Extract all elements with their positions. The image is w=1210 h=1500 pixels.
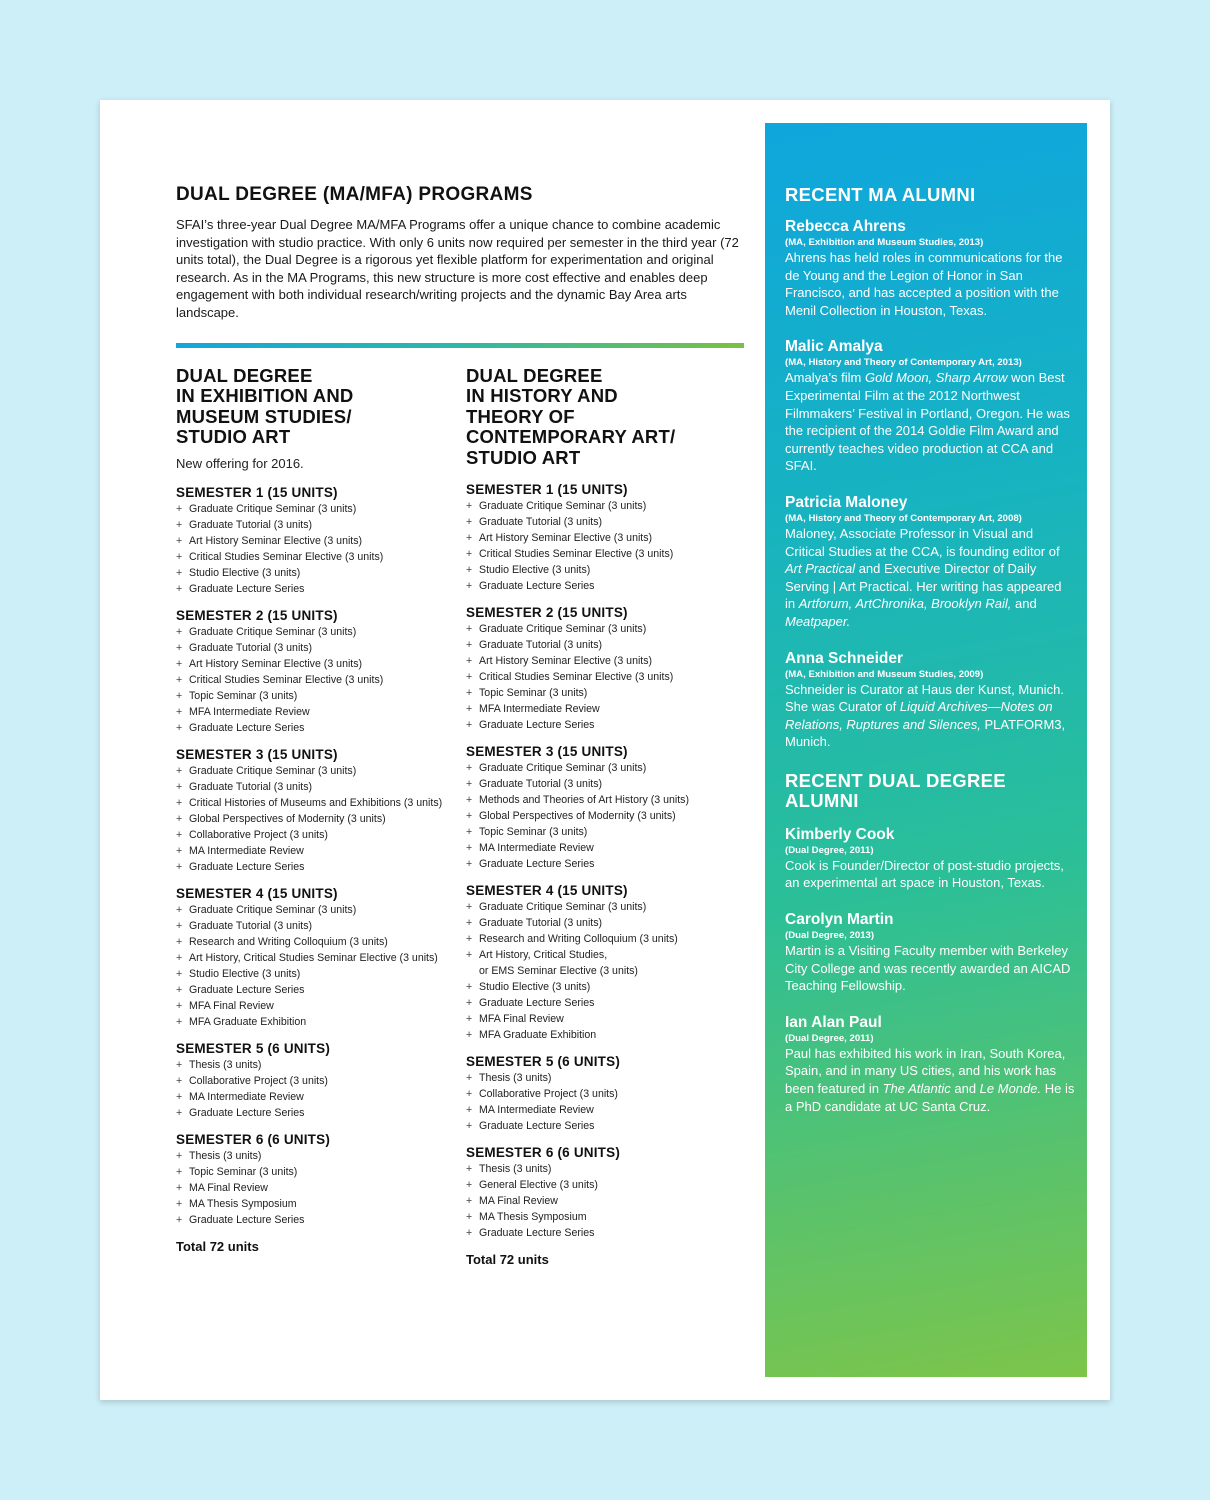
course-item: + MFA Graduate Exhibition (176, 1014, 466, 1030)
course-item: + Graduate Lecture Series (466, 717, 756, 733)
course-item: + Collaborative Project (3 units) (466, 1086, 756, 1102)
alumnus-entry (785, 825, 1075, 892)
alumnus-degree: (Dual Degree, 2011) (785, 1032, 874, 1044)
semester-title: SEMESTER 4 (15 UNITS) (466, 883, 628, 899)
program-title-line: THEORY OF (466, 405, 575, 427)
course-list (466, 1070, 756, 1134)
course-item: + General Elective (3 units) (466, 1177, 756, 1193)
bio-text: Maloney, Associate Professor in Visual and Critical Studies at the CCA, is founding editor of (785, 525, 1060, 559)
semester-block (176, 1041, 466, 1121)
course-list (176, 763, 466, 875)
course-item: + Graduate Lecture Series (176, 1212, 466, 1228)
course-item: + Thesis (3 units) (466, 1161, 756, 1177)
semester-block (176, 608, 466, 736)
course-item: + Topic Seminar (3 units) (466, 824, 756, 840)
course-list (466, 899, 756, 1043)
course-item: + MFA Intermediate Review (176, 704, 466, 720)
semester-title: SEMESTER 5 (6 UNITS) (176, 1040, 331, 1056)
ma-alumni-list (785, 217, 1075, 751)
bio-text: The Atlantic (882, 1081, 951, 1097)
course-item: + Art History, Critical Studies Seminar Elective (3 units) (176, 950, 466, 966)
course-item: + Thesis (3 units) (176, 1057, 466, 1073)
total-units: Total 72 units (176, 1238, 259, 1254)
course-list (466, 498, 756, 594)
course-list (466, 621, 756, 733)
course-item: + Graduate Lecture Series (176, 720, 466, 736)
course-item: + Critical Studies Seminar Elective (3 units) (466, 669, 756, 685)
alumnus-name: Patricia Maloney (785, 493, 908, 511)
course-item: + Art History Seminar Elective (3 units) (466, 530, 756, 546)
course-item: + Studio Elective (3 units) (176, 565, 466, 581)
course-item: + MFA Intermediate Review (466, 701, 756, 717)
semester-title: SEMESTER 6 (6 UNITS) (466, 1145, 621, 1161)
semester-block (176, 1132, 466, 1228)
semester-block (466, 1145, 756, 1241)
alumnus-bio (785, 369, 1075, 475)
course-item: + Topic Seminar (3 units) (176, 688, 466, 704)
intro-paragraph: SFAI’s three-year Dual Degree MA/MFA Programs offer a unique chance to combine academic investigation with studio practice. With only 6 units now required per semester in the third year (72 units total), the Dual Degree is a rigorous yet flexible platform for experimentation and original research. As in the MA Programs, this new structure is more cost effective and enables deep engagement with both individual research/writing projects and the dynamic Bay Area arts landscape. (176, 217, 739, 320)
course-item: + Graduate Lecture Series (466, 1225, 756, 1241)
course-item: + MFA Final Review (176, 998, 466, 1014)
course-item: + Graduate Critique Seminar (3 units) (466, 760, 756, 776)
course-list (176, 501, 466, 597)
semester-block (466, 605, 756, 733)
alumnus-name: Kimberly Cook (785, 825, 895, 843)
semester-title: SEMESTER 3 (15 UNITS) (176, 746, 338, 762)
bio-text: Gold Moon, Sharp Arrow (864, 370, 1008, 386)
alumnus-bio (785, 1045, 1075, 1115)
course-item: + Graduate Lecture Series (466, 995, 756, 1011)
semester-title: SEMESTER 1 (15 UNITS) (466, 482, 628, 498)
bio-text: Liquid Archives—Notes on Relations, Ruptures and Silences, (785, 699, 1053, 732)
alumnus-bio (785, 942, 1075, 995)
course-item: + Critical Studies Seminar Elective (3 units) (466, 546, 756, 562)
total-units: Total 72 units (466, 1252, 549, 1268)
program-note: New offering for 2016. (176, 455, 304, 471)
brochure-page (100, 100, 1110, 1400)
course-item: + Graduate Critique Seminar (3 units) (466, 899, 756, 915)
ma-alumni-heading: RECENT MA ALUMNI (785, 184, 976, 205)
alumni-sidebar (765, 123, 1087, 1377)
dual-degree-alumni-heading: RECENT DUAL DEGREE ALUMNI (785, 769, 1006, 811)
course-item: + Graduate Lecture Series (176, 581, 466, 597)
semester-title: SEMESTER 3 (15 UNITS) (466, 744, 628, 760)
alumnus-degree: (MA, Exhibition and Museum Studies, 2013) (785, 237, 984, 248)
semester-block (176, 485, 466, 597)
semester-block (176, 747, 466, 875)
alumnus-degree: (MA, History and Theory of Contemporary Art, 2013) (785, 357, 1022, 369)
course-item: + Graduate Critique Seminar (3 units) (176, 763, 466, 779)
course-item: + Graduate Critique Seminar (3 units) (466, 498, 756, 514)
program-title-line: CONTEMPORARY ART/ (466, 426, 676, 448)
alumnus-name: Ian Alan Paul (785, 1013, 882, 1031)
bio-text: Meatpaper. (785, 613, 851, 629)
intro-section (176, 184, 746, 322)
course-item: + MA Final Review (176, 1180, 466, 1196)
alumnus-name: Malic Amalya (785, 338, 883, 356)
course-item: + MA Thesis Symposium (176, 1196, 466, 1212)
course-item: + Art History Seminar Elective (3 units) (466, 653, 756, 669)
bio-text: Ahrens has held roles in communications for the de Young and the Legion of Honor in San Francisco, and has accepted a position with the Menil Collection in Houston, Texas. (785, 250, 1063, 318)
course-list (176, 1057, 466, 1121)
course-item: + Graduate Tutorial (3 units) (466, 915, 756, 931)
course-item: + Studio Elective (3 units) (466, 562, 756, 578)
alumnus-entry (785, 649, 1075, 751)
bio-text: and (950, 1081, 980, 1097)
course-item: + MFA Final Review (466, 1011, 756, 1027)
course-item: + Graduate Lecture Series (466, 1118, 756, 1134)
course-item: + Thesis (3 units) (176, 1148, 466, 1164)
semester-title: SEMESTER 4 (15 UNITS) (176, 885, 338, 901)
alumnus-entry (785, 337, 1075, 475)
course-item: + Research and Writing Colloquium (3 units) (466, 931, 756, 947)
program-title-line: STUDIO ART (176, 426, 291, 448)
bio-text: won Best Experimental Film at the 2012 Northwest Filmmakers’ Festival in Portland, Oregon. He was the recipient of the 2014 Goldie Film Award and currently teaches video production at CCA and SFAI. (785, 370, 1070, 474)
course-item: + Thesis (3 units) (466, 1070, 756, 1086)
course-item: + Graduate Lecture Series (466, 856, 756, 872)
alumnus-entry (785, 910, 1075, 995)
bio-text: Le Monde. (979, 1081, 1042, 1097)
course-item: + Critical Studies Seminar Elective (3 units) (176, 672, 466, 688)
course-item: + MA Intermediate Review (176, 843, 466, 859)
course-item: + MA Thesis Symposium (466, 1209, 756, 1225)
alumnus-entry (785, 1013, 1075, 1115)
course-item: + Art History Seminar Elective (3 units) (176, 533, 466, 549)
course-item: + Graduate Critique Seminar (3 units) (176, 501, 466, 517)
course-item: + MA Intermediate Review (176, 1089, 466, 1105)
course-item: or EMS Seminar Elective (3 units) (479, 965, 638, 978)
bio-text: Art Practical (785, 561, 856, 577)
course-list (466, 760, 756, 872)
course-item: + MFA Graduate Exhibition (466, 1027, 756, 1043)
program-title-line: DUAL DEGREE (466, 365, 603, 386)
course-item: + Graduate Tutorial (3 units) (466, 514, 756, 530)
course-item: + Graduate Tutorial (3 units) (176, 640, 466, 656)
gradient-divider (176, 343, 744, 348)
course-item: + Critical Studies Seminar Elective (3 units) (176, 549, 466, 565)
alumnus-degree: (MA, Exhibition and Museum Studies, 2009) (785, 668, 984, 680)
course-item: + Graduate Tutorial (3 units) (176, 918, 466, 934)
program-title-line: STUDIO ART (466, 446, 581, 468)
course-item: + Collaborative Project (3 units) (176, 1073, 466, 1089)
course-item: + Topic Seminar (3 units) (176, 1164, 466, 1180)
course-item: + Graduate Lecture Series (176, 859, 466, 875)
bio-text: and Executive Director of Daily Serving | Art Practical. Her writing has appeared in (785, 561, 1062, 612)
bio-text: PLATFORM3, Munich. (785, 716, 1066, 750)
course-item: + Art History, Critical Studies, (466, 947, 756, 963)
course-item: + Studio Elective (3 units) (176, 966, 466, 982)
course-item: + Collaborative Project (3 units) (176, 827, 466, 843)
course-item: + Critical Histories of Museums and Exhibitions (3 units) (176, 795, 466, 811)
course-item: + Graduate Tutorial (3 units) (176, 517, 466, 533)
alumnus-bio (785, 525, 1075, 631)
alumnus-name: Anna Schneider (785, 649, 903, 667)
page-title: DUAL DEGREE (MA/MFA) PROGRAMS (176, 184, 533, 205)
course-list (176, 902, 466, 1030)
bio-text: Artforum, ArtChronika, Brooklyn Rail, (798, 596, 1012, 612)
alumnus-entry (785, 493, 1075, 631)
course-item: + Graduate Critique Seminar (3 units) (176, 902, 466, 918)
semester-block (466, 1054, 756, 1134)
alumnus-bio (785, 249, 1075, 319)
course-item: + Graduate Critique Seminar (3 units) (466, 621, 756, 637)
alumnus-bio (785, 681, 1075, 751)
course-item: + Global Perspectives of Modernity (3 units) (176, 811, 466, 827)
alumnus-degree: (Dual Degree, 2013) (785, 930, 875, 942)
program-title (466, 366, 756, 468)
bio-text: and (1011, 596, 1037, 612)
course-list (466, 1161, 756, 1241)
alumnus-bio (785, 857, 1075, 892)
program-title-line: IN HISTORY AND (466, 385, 618, 407)
semester-title: SEMESTER 2 (15 UNITS) (176, 607, 338, 623)
semester-block (466, 744, 756, 872)
semester-title: SEMESTER 1 (15 UNITS) (176, 484, 338, 500)
semester-title: SEMESTER 6 (6 UNITS) (176, 1131, 331, 1147)
bio-text: He is a PhD candidate at UC Santa Cruz. (785, 1081, 1075, 1114)
program-title-line: DUAL DEGREE (176, 365, 313, 386)
semester-block (466, 883, 756, 1043)
course-item: + Art History Seminar Elective (3 units) (176, 656, 466, 672)
bio-text: Paul has exhibited his work in Iran, South Korea, Spain, and in many US cities, and his work has been featured in (785, 1045, 1066, 1097)
course-list (176, 624, 466, 736)
bio-text: Amalya’s film (785, 370, 865, 386)
bio-text: Martin is a Visiting Faculty member with Berkeley City College and was recently awarded an AICAD Teaching Fellowship. (785, 943, 1071, 994)
course-item: + Global Perspectives of Modernity (3 units) (466, 808, 756, 824)
semester-title: SEMESTER 5 (6 UNITS) (466, 1054, 621, 1070)
bio-text: Schneider is Curator at Haus der Kunst, Munich. She was Curator of (785, 681, 1064, 715)
program-title-line: IN EXHIBITION AND (176, 385, 354, 407)
program-column-exhibition (176, 366, 466, 1254)
program-title (176, 366, 466, 448)
course-item: + Graduate Lecture Series (176, 982, 466, 998)
course-item: + Graduate Lecture Series (466, 578, 756, 594)
course-item: + Topic Seminar (3 units) (466, 685, 756, 701)
course-item: + Studio Elective (3 units) (466, 979, 756, 995)
course-item: + Methods and Theories of Art History (3 units) (466, 792, 756, 808)
semester-block (176, 886, 466, 1030)
course-item: + Graduate Critique Seminar (3 units) (176, 624, 466, 640)
alumnus-name: Carolyn Martin (785, 911, 894, 929)
program-title-line: MUSEUM STUDIES/ (176, 405, 352, 427)
bio-text: Cook is Founder/Director of post-studio projects, an experimental art space in Houston, Texas. (785, 857, 1064, 891)
alumnus-degree: (MA, History and Theory of Contemporary Art, 2008) (785, 512, 1022, 524)
semester-title: SEMESTER 2 (15 UNITS) (466, 605, 628, 621)
course-item: + Research and Writing Colloquium (3 units) (176, 934, 466, 950)
alumnus-name: Rebecca Ahrens (785, 218, 906, 235)
course-item: + Graduate Tutorial (3 units) (176, 779, 466, 795)
course-item: + MA Intermediate Review (466, 1102, 756, 1118)
semester-block (466, 482, 756, 594)
course-item: + MA Intermediate Review (466, 840, 756, 856)
program-column-history (466, 366, 756, 1267)
alumnus-degree: (Dual Degree, 2011) (785, 844, 874, 856)
course-item: + Graduate Tutorial (3 units) (466, 637, 756, 653)
alumnus-entry (785, 217, 1075, 319)
course-item: + MA Final Review (466, 1193, 756, 1209)
course-list (176, 1148, 466, 1228)
course-item: + Graduate Lecture Series (176, 1105, 466, 1121)
dual-degree-alumni-list (785, 825, 1075, 1115)
course-item: + Graduate Tutorial (3 units) (466, 776, 756, 792)
